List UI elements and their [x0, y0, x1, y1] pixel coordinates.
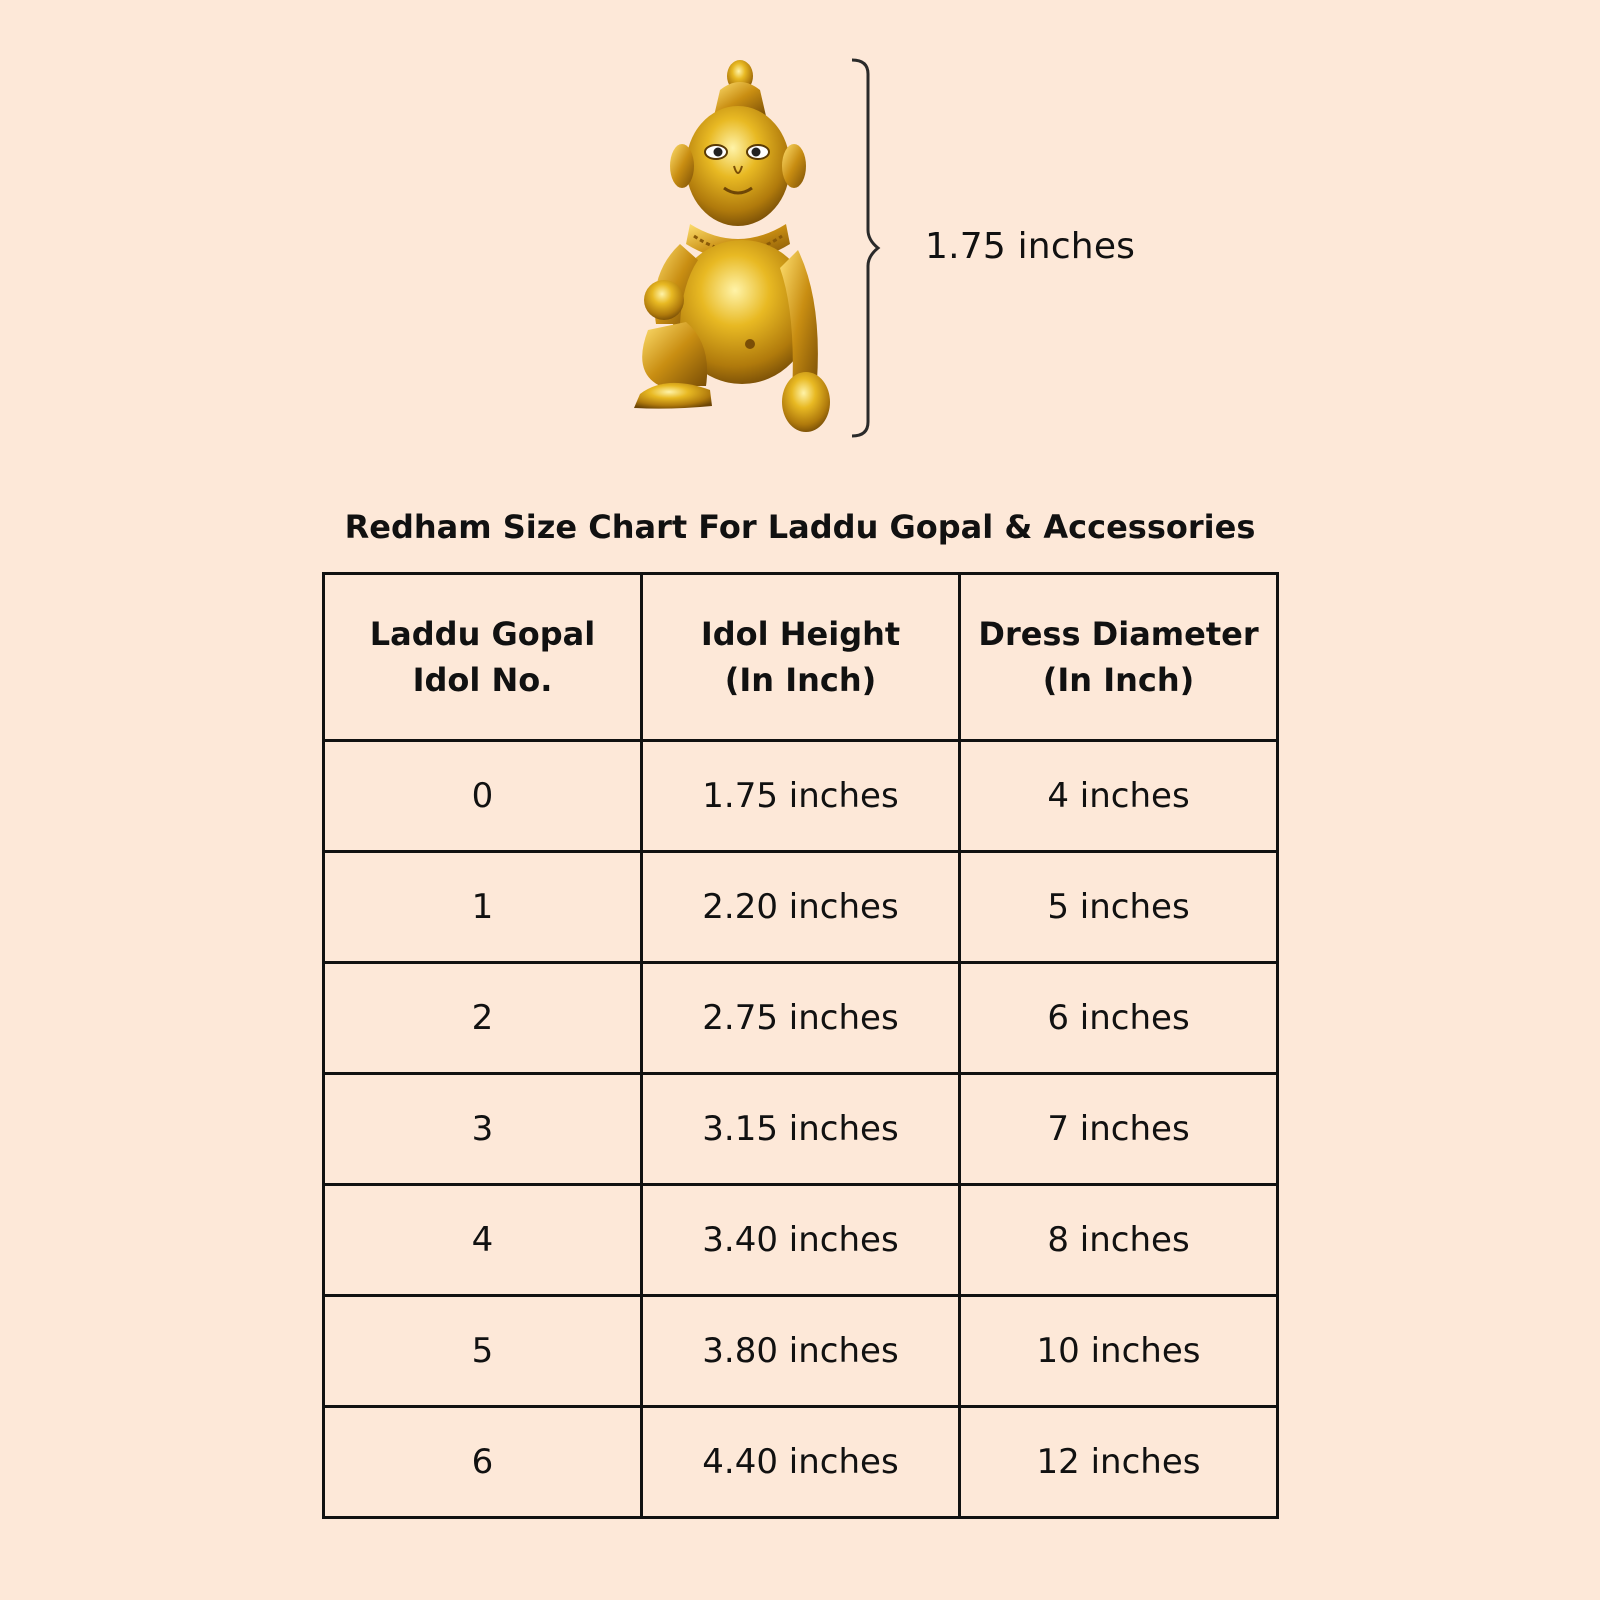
column-header-line: (In Inch) [724, 661, 877, 699]
table-row [324, 1185, 1278, 1296]
table-row [324, 852, 1278, 963]
cell-dress-diameter: 12 inches [960, 1407, 1278, 1518]
cell-dress-diameter: 8 inches [960, 1185, 1278, 1296]
idol-figure [620, 54, 900, 454]
table-row [324, 963, 1278, 1074]
cell-dress-diameter: 4 inches [960, 741, 1278, 852]
column-header-line: Idol No. [412, 661, 553, 699]
cell-idol-no: 5 [324, 1296, 642, 1407]
cell-dress-diameter: 7 inches [960, 1074, 1278, 1185]
cell-idol-height: 1.75 inches [642, 741, 960, 852]
table-body [324, 741, 1278, 1518]
table-row [324, 1074, 1278, 1185]
table-row [324, 741, 1278, 852]
cell-dress-diameter: 5 inches [960, 852, 1278, 963]
cell-idol-no: 3 [324, 1074, 642, 1185]
cell-idol-height: 2.20 inches [642, 852, 960, 963]
cell-idol-height: 2.75 inches [642, 963, 960, 1074]
column-header-line: Laddu Gopal [369, 615, 596, 653]
column-header-dress-diameter [960, 574, 1278, 741]
cell-idol-no: 2 [324, 963, 642, 1074]
cell-idol-no: 1 [324, 852, 642, 963]
column-header-line: (In Inch) [1042, 661, 1195, 699]
cell-dress-diameter: 6 inches [960, 963, 1278, 1074]
table-row [324, 1296, 1278, 1407]
column-header-idol-no [324, 574, 642, 741]
cell-idol-no: 4 [324, 1185, 642, 1296]
cell-idol-height: 3.40 inches [642, 1185, 960, 1296]
size-chart-table [322, 572, 1279, 1519]
idol-height-label: 1.75 inches [925, 226, 1136, 267]
cell-idol-height: 4.40 inches [642, 1407, 960, 1518]
laddu-gopal-idol-icon [620, 54, 900, 454]
column-header-idol-height [642, 574, 960, 741]
table-row [324, 1407, 1278, 1518]
cell-dress-diameter: 10 inches [960, 1296, 1278, 1407]
chart-title: Redham Size Chart For Laddu Gopal & Accessories [344, 508, 1256, 546]
cell-idol-no: 6 [324, 1407, 642, 1518]
cell-idol-height: 3.15 inches [642, 1074, 960, 1185]
cell-idol-height: 3.80 inches [642, 1296, 960, 1407]
cell-idol-no: 0 [324, 741, 642, 852]
column-header-line: Idol Height [700, 615, 901, 653]
column-header-line: Dress Diameter [978, 615, 1259, 653]
table-header-row [324, 574, 1278, 741]
